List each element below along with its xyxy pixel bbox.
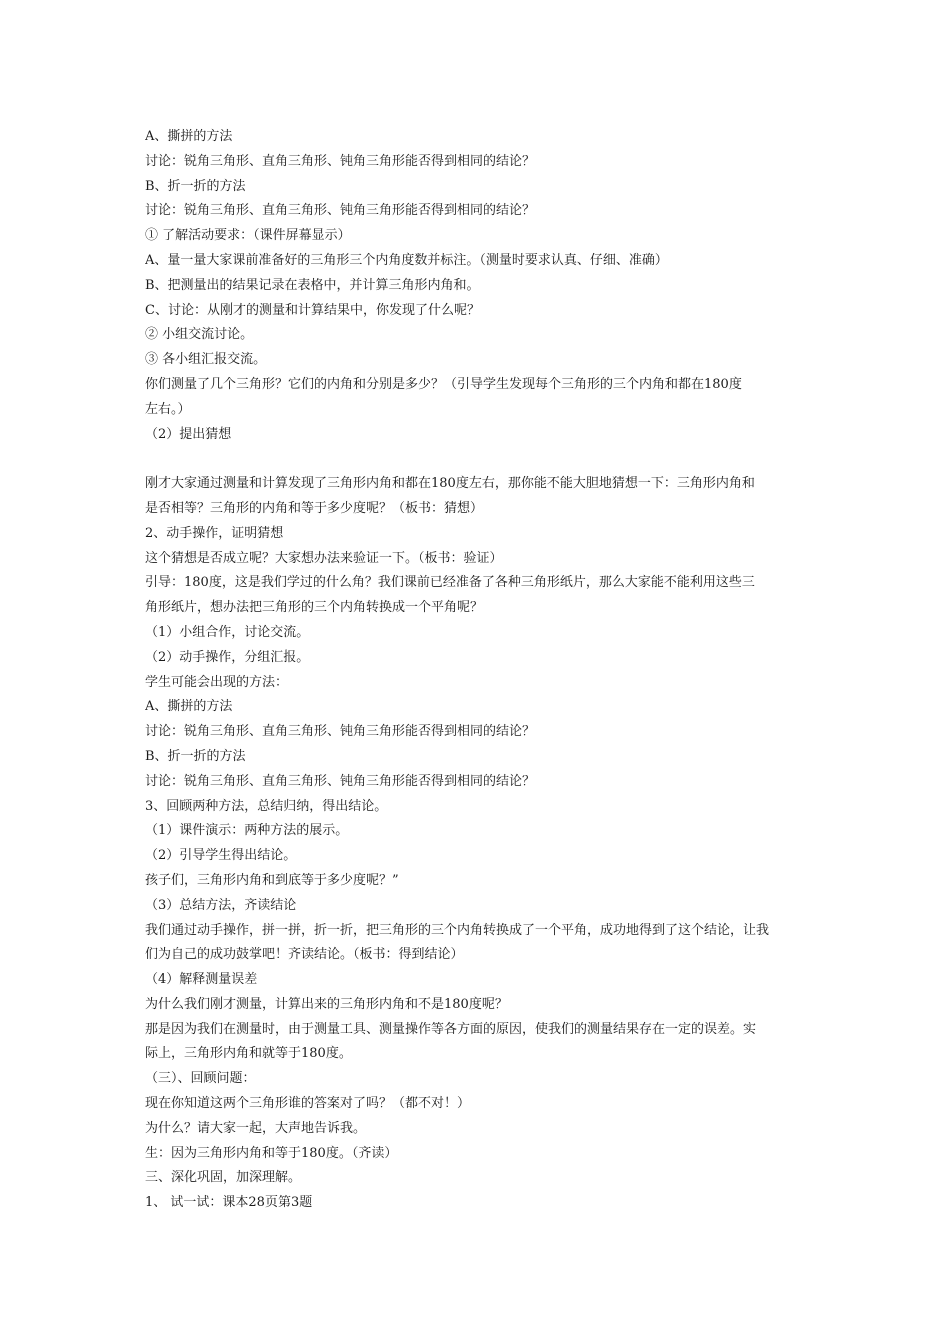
document-body bbox=[145, 125, 815, 1216]
text-line: ① 了解活动要求：（课件屏幕显示） bbox=[145, 228, 351, 244]
text-line: （3）总结方法，齐读结论 bbox=[145, 897, 297, 913]
text-line: （2）引导学生得出结论。 bbox=[145, 848, 297, 864]
text-line: 们为自己的成功鼓掌吧！齐读结论。（板书：得到结论） bbox=[145, 947, 464, 963]
text-line: （2）提出猜想 bbox=[145, 426, 232, 442]
text-line: 生：因为三角形内角和等于180度。（齐读） bbox=[145, 1145, 398, 1161]
text-line: 学生可能会出现的方法： bbox=[145, 674, 289, 690]
text-line: 左右。） bbox=[145, 401, 191, 417]
text-line: （4）解释测量误差 bbox=[145, 972, 258, 988]
text-line: 我们通过动手操作，拼一拼，折一折，把三角形的三个内角转换成了一个平角，成功地得到了这个结论，让我 bbox=[145, 922, 770, 938]
text-line: C、讨论：从刚才的测量和计算结果中，你发现了什么呢？ bbox=[145, 302, 480, 318]
text-line: B、折一折的方法 bbox=[145, 178, 246, 194]
blank-line bbox=[145, 447, 815, 472]
text-line: 讨论：锐角三角形、直角三角形、钝角三角形能否得到相同的结论？ bbox=[145, 203, 536, 219]
text-line: 角形纸片，想办法把三角形的三个内角转换成一个平角呢？ bbox=[145, 600, 484, 616]
text-line: （三）、回顾问题： bbox=[145, 1071, 256, 1087]
text-line: 3、回顾两种方法，总结归纳，得出结论。 bbox=[145, 798, 388, 814]
text-line: 1、 试一试：课本28页第3题 bbox=[145, 1195, 313, 1211]
text-line: 现在你知道这两个三角形谁的答案对了吗？（都不对！） bbox=[145, 1096, 471, 1112]
text-line: 引导：180度，这是我们学过的什么角？我们课前已经准备了各种三角形纸片，那么大家能不能利用这些三 bbox=[145, 575, 755, 591]
text-line: 为什么我们刚才测量，计算出来的三角形内角和不是180度呢？ bbox=[145, 996, 508, 1012]
text-line: （1）课件演示：两种方法的展示。 bbox=[145, 823, 349, 839]
text-line: 三、深化巩固，加深理解。 bbox=[145, 1170, 302, 1186]
text-line: B、折一折的方法 bbox=[145, 748, 246, 764]
text-line: 刚才大家通过测量和计算发现了三角形内角和都在180度左右，那你能不能大胆地猜想一下：三角形内角和 bbox=[145, 476, 755, 492]
text-line: A、撕拼的方法 bbox=[145, 699, 233, 715]
text-line: 是否相等？三角形的内角和等于多少度呢？（板书：猜想） bbox=[145, 500, 484, 516]
text-line: ② 小组交流讨论。 bbox=[145, 327, 254, 343]
text-line: 讨论：锐角三角形、直角三角形、钝角三角形能否得到相同的结论？ bbox=[145, 153, 536, 169]
text-line: 那是因为我们在测量时，由于测量工具、测量操作等各方面的原因，使我们的测量结果存在一定的误差。实 bbox=[145, 1021, 757, 1037]
text-line: （2）动手操作，分组汇报。 bbox=[145, 649, 310, 665]
text-line: 讨论：锐角三角形、直角三角形、钝角三角形能否得到相同的结论？ bbox=[145, 724, 536, 740]
text-line: 2、动手操作，证明猜想 bbox=[145, 525, 284, 541]
text-line: A、量一量大家课前准备好的三角形三个内角度数并标注。（测量时要求认真、仔细、准确） bbox=[145, 252, 668, 268]
text-line: B、把测量出的结果记录在表格中，并计算三角形内角和。 bbox=[145, 277, 480, 293]
text-line: 为什么？请大家一起，大声地告诉我。 bbox=[145, 1120, 367, 1136]
text-line: 讨论：锐角三角形、直角三角形、钝角三角形能否得到相同的结论？ bbox=[145, 773, 536, 789]
text-line: 际上，三角形内角和就等于180度。 bbox=[145, 1046, 352, 1062]
text-line: 这个猜想是否成立呢？大家想办法来验证一下。（板书：验证） bbox=[145, 550, 503, 566]
text-line: 孩子们，三角形内角和到底等于多少度呢？” bbox=[145, 872, 399, 888]
text-line: （1）小组合作，讨论交流。 bbox=[145, 624, 310, 640]
text-line: ③ 各小组汇报交流。 bbox=[145, 352, 267, 368]
text-line: A、撕拼的方法 bbox=[145, 129, 233, 144]
text-line: 你们测量了几个三角形？它们的内角和分别是多少？（引导学生发现每个三角形的三个内角和都在180度 bbox=[145, 376, 742, 392]
